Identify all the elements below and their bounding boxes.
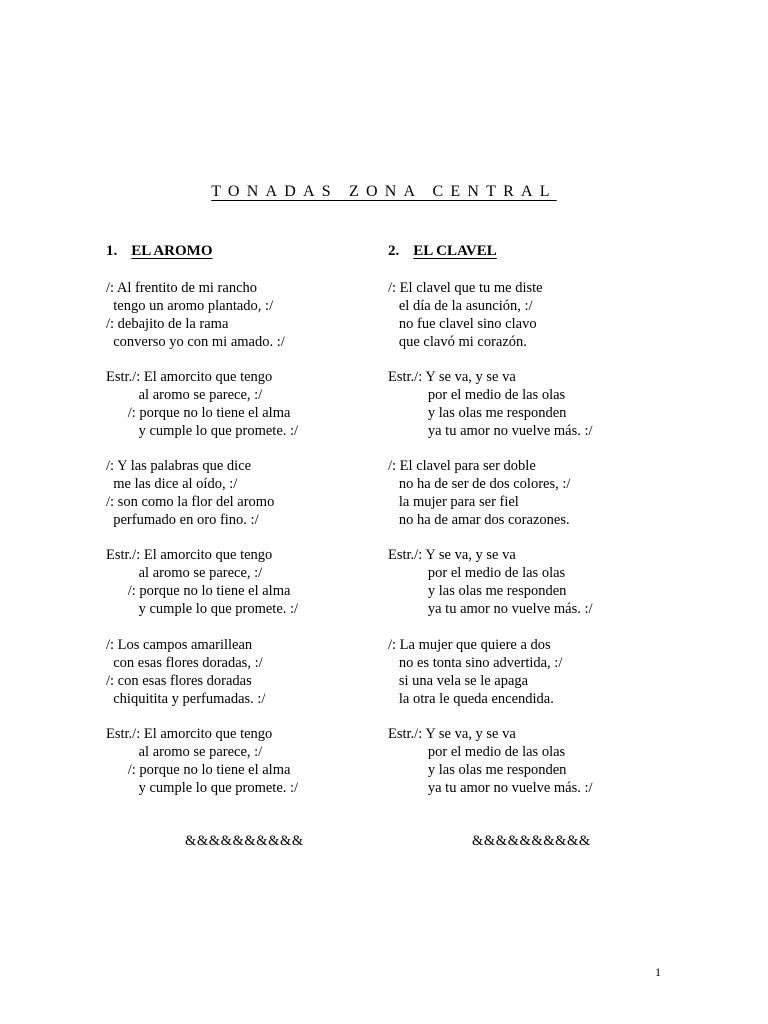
song-heading <box>388 243 497 260</box>
verse-line: al aromo se parece, :/ <box>106 565 263 581</box>
song-number: 2. <box>388 243 400 259</box>
verse-line: la otra le queda encendida. <box>388 691 554 707</box>
verse-line: tengo un aromo plantado, :/ <box>106 298 274 314</box>
verse-line: /: porque no lo tiene el alma <box>106 583 291 599</box>
verse-line: por el medio de las olas <box>388 565 566 581</box>
verse-line: por el medio de las olas <box>388 387 566 403</box>
verse-line: ya tu amor no vuelve más. :/ <box>388 423 593 439</box>
verse-line: Estr./: Y se va, y se va <box>388 369 516 385</box>
verse-line: /: La mujer que quiere a dos <box>388 637 551 653</box>
page-number: 1 <box>655 965 661 979</box>
verse-line: el día de la asunción, :/ <box>388 298 533 314</box>
song-title: EL AROMO <box>131 243 213 259</box>
song-number: 1. <box>106 243 118 259</box>
verse-line: /: porque no lo tiene el alma <box>106 405 291 421</box>
verse-line: /: El clavel que tu me diste <box>388 280 543 296</box>
verse-line: no ha de amar dos corazones. <box>388 512 570 528</box>
verse-line: y las olas me responden <box>388 405 567 421</box>
verse-line: no es tonta sino advertida, :/ <box>388 655 563 671</box>
section-separator: &&&&&&&&&& <box>472 833 591 849</box>
verse-line: y cumple lo que promete. :/ <box>106 780 299 796</box>
verse-line: perfumado en oro fino. :/ <box>106 512 259 528</box>
verse-line: y las olas me responden <box>388 762 567 778</box>
verse-line: Estr./: El amorcito que tengo <box>106 726 273 742</box>
verse-line: y cumple lo que promete. :/ <box>106 423 299 439</box>
verse-line: la mujer para ser fiel <box>388 494 519 510</box>
verse-line: Estr./: Y se va, y se va <box>388 726 516 742</box>
verse-line: al aromo se parece, :/ <box>106 387 263 403</box>
verse-line: converso yo con mi amado. :/ <box>106 334 285 350</box>
section-separator: &&&&&&&&&& <box>185 833 304 849</box>
verse-line: chiquitita y perfumadas. :/ <box>106 691 266 707</box>
page-title: TONADAS ZONA CENTRAL <box>211 183 557 200</box>
verse-line: por el medio de las olas <box>388 744 566 760</box>
verse-line: /: son como la flor del aromo <box>106 494 275 510</box>
verse-line: no ha de ser de dos colores, :/ <box>388 476 571 492</box>
verse-line: y cumple lo que promete. :/ <box>106 601 299 617</box>
verse-line: que clavó mi corazón. <box>388 334 527 350</box>
verse-line: con esas flores doradas, :/ <box>106 655 263 671</box>
verse-line: al aromo se parece, :/ <box>106 744 263 760</box>
verse-line: /: porque no lo tiene el alma <box>106 762 291 778</box>
song-heading <box>106 243 213 260</box>
verse-line: Estr./: El amorcito que tengo <box>106 369 273 385</box>
verse-line: /: Al frentito de mi rancho <box>106 280 258 296</box>
song-title: EL CLAVEL <box>413 243 497 259</box>
verse-line: Estr./: Y se va, y se va <box>388 547 516 563</box>
verse-line: y las olas me responden <box>388 583 567 599</box>
verse-line: si una vela se le apaga <box>388 673 529 689</box>
verse-line: /: Y las palabras que dice <box>106 458 252 474</box>
verse-line: me las dice al oído, :/ <box>106 476 238 492</box>
verse-line: /: Los campos amarillean <box>106 637 253 653</box>
verse-line: Estr./: El amorcito que tengo <box>106 547 273 563</box>
verse-line: ya tu amor no vuelve más. :/ <box>388 780 593 796</box>
verse-line: /: debajito de la rama <box>106 316 229 332</box>
verse-line: /: El clavel para ser doble <box>388 458 536 474</box>
verse-line: /: con esas flores doradas <box>106 673 252 689</box>
verse-line: no fue clavel sino clavo <box>388 316 537 332</box>
verse-line: ya tu amor no vuelve más. :/ <box>388 601 593 617</box>
